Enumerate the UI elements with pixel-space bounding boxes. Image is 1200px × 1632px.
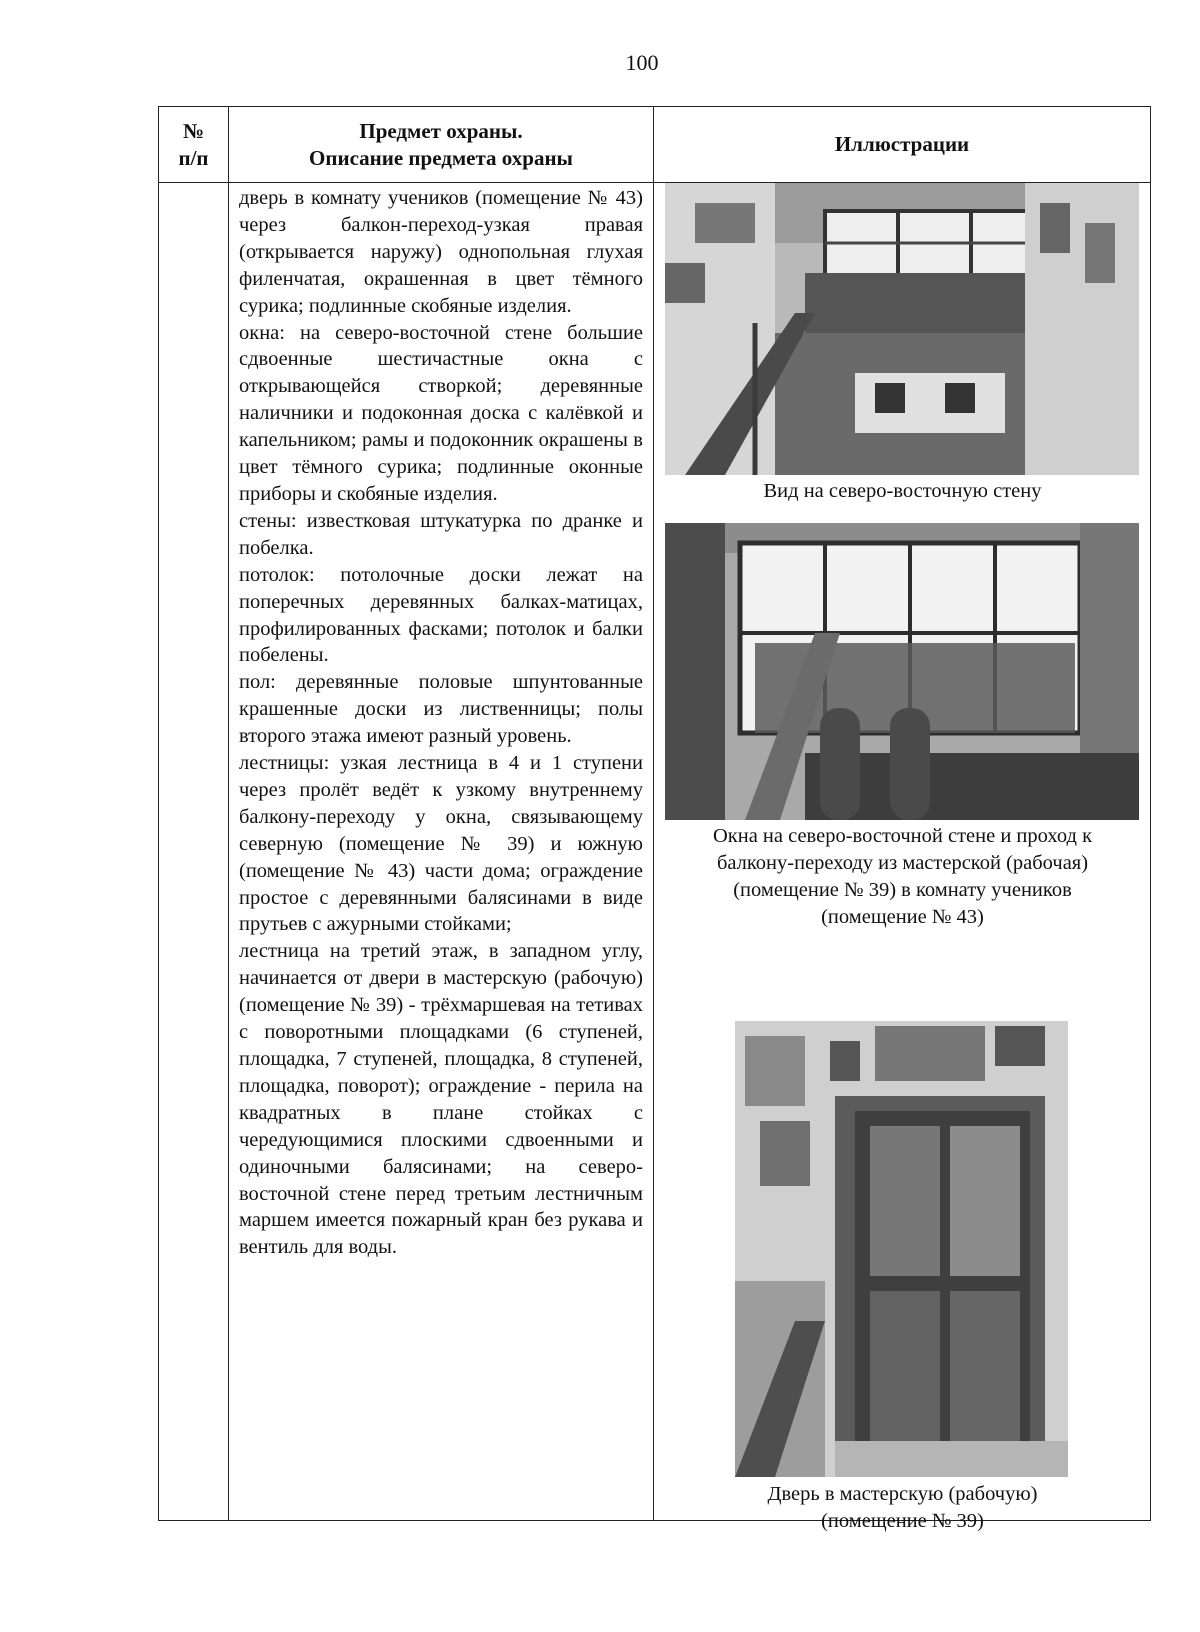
header-number-line1: №: [182, 118, 205, 143]
header-illustrations: Иллюстрации: [654, 107, 1151, 183]
desc-floor: пол: деревянные половые шпунтованные крашенные доски из лиственницы; полы второго этажа имеют разный уровень.: [239, 671, 643, 748]
desc-walls: стены: известковая штукатурка по дранке и побелка.: [239, 509, 643, 559]
header-number: [159, 107, 229, 183]
caption-line: балкону-переходу из мастерской (рабочая): [716, 851, 1089, 874]
desc-stairs: лестницы: узкая лестница в 4 и 1 ступени через пролёт ведёт к узкому внутреннему балкону-переходу у окна, связывающему северную (помещение № 39) и южную (помещение № 43) части дома; ограждение простое с деревянными балясинами в виде прутьев с ажурными стойками;: [239, 752, 643, 936]
photo-workshop-door: [735, 1021, 1068, 1477]
caption-line: (помещение № 39) в комнату учеников: [733, 878, 1072, 901]
photo-north-east-wall: [665, 183, 1139, 475]
description-cell: [229, 183, 654, 1521]
caption-windows-balcony: [654, 823, 1151, 931]
desc-stairs-third-floor: лестница на третий этаж, в западном углу, начинается от двери в мастерскую (рабочую) (помещение № 39) - трёхмаршевая на тетивах с поворотными площадками (6 ступеней, площадка, 7 ступеней, площадка, 8 ступеней, площадка, поворот); ограждение - перила на квадратных в плане стойках с чередующимися плоскими сдвоенными и одиночными балясинами; на северо-восточной стене перед третьим лестничным маршем имеется пожарный кран без рукава и вентиль для воды.: [239, 940, 643, 1259]
illustrations-cell: [654, 183, 1151, 1532]
caption-north-east-wall: [654, 478, 1151, 505]
header-subject: [229, 107, 654, 183]
desc-ceiling: потолок: потолочные доски лежат на поперечных деревянных балках-матицах, профилированных фасками; потолок и балки побелены.: [239, 563, 643, 667]
caption-workshop-door: [654, 1481, 1151, 1535]
header-subject-line2: Описание предмета охраны: [309, 145, 573, 170]
caption-line: (помещение № 39): [821, 1509, 984, 1532]
desc-windows: окна: на северо-восточной стене большие сдвоенные шестичастные окна с открывающейся створкой; деревянные наличники и подоконная доска с калёвкой и капельником; рамы и подоконник окрашены в цвет тёмного сурика; подлинные оконные приборы и скобяные изделия.: [239, 321, 643, 505]
header-number-line2: п/п: [178, 145, 209, 170]
caption-line: Окна на северо-восточной стене и проход к: [712, 825, 1093, 847]
page-number: 100: [625, 50, 659, 75]
number-cell: [159, 183, 229, 1521]
header-subject-line1: Предмет охраны.: [359, 118, 523, 143]
photo-windows-balcony: [665, 523, 1139, 820]
protection-table: [158, 106, 1151, 1532]
caption-line: Дверь в мастерскую (рабочую): [767, 1483, 1038, 1505]
table-header-row: [159, 107, 1151, 183]
table-row: [159, 183, 1151, 1521]
caption-line: (помещение № 43): [821, 905, 984, 928]
caption-line: Вид на северо-восточную стену: [763, 480, 1042, 502]
desc-door: дверь в комнату учеников (помещение № 43) через балкон-переход-узкая правая (открывается наружу) однопольная глухая филенчатая, окрашенная в цвет тёмного сурика; подлинные скобяные изделия.: [239, 187, 643, 317]
